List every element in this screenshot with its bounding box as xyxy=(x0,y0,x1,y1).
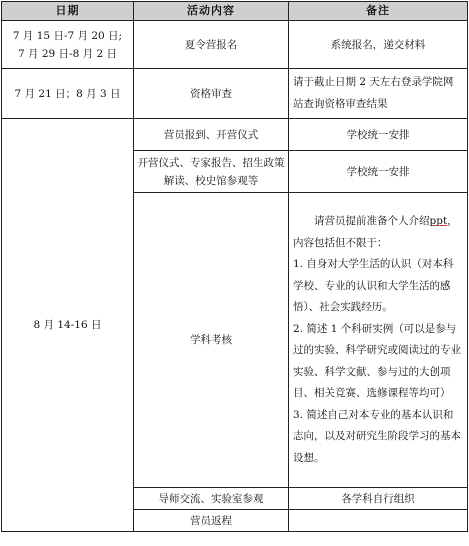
activity-cell: 营员返程 xyxy=(134,510,289,532)
table-row xyxy=(2,69,468,119)
activity-cell: 开营仪式、专家报告、招生政策解读、校史馆参观等 xyxy=(134,151,289,193)
table-row xyxy=(2,119,468,151)
date-cell: 7 月 21 日；8 月 3 日 xyxy=(2,69,134,119)
date-cell: 8 月 14-16 日 xyxy=(2,119,134,532)
activity-cell: 学科考核 xyxy=(134,193,289,488)
header-date: 日期 xyxy=(2,2,134,21)
schedule-table xyxy=(1,1,468,532)
date-line: 7 月 29 日-8 月 2 日 xyxy=(18,47,117,60)
header-note: 备注 xyxy=(289,2,468,21)
header-activity: 活动内容 xyxy=(134,2,289,21)
note-point: 1. 自身对大学生活的认识（对本科学校、专业的认识和大学生活的感悟）、社会实践经历。 xyxy=(293,258,454,313)
note-cell xyxy=(289,510,468,532)
note-point: 3. 简述自己对本专业的基本认识和志向，以及对研究生阶段学习的基本设想。 xyxy=(293,408,461,464)
header-row xyxy=(2,2,468,21)
note-cell: 学校统一安排 xyxy=(289,119,468,151)
activity-cell: 导师交流、实验室参观 xyxy=(134,488,289,510)
note-cell: 请于截止日期 2 天左右登录学院网站查询资格审查结果 xyxy=(289,69,468,119)
note-point: 2. 简述 1 个科研实例（可以是参与过的实验、科学研究或阅读过的专业实验、科学文献、参与过的大创项目、相关竞赛、选修课程等均可） xyxy=(293,322,461,399)
table-row xyxy=(2,21,468,69)
ppt-word: ppt xyxy=(429,215,448,227)
activity-cell: 资格审查 xyxy=(134,69,289,119)
note-cell: 各学科自行组织 xyxy=(289,488,468,510)
date-cell xyxy=(2,21,134,69)
activity-cell: 营员报到、开营仪式 xyxy=(134,119,289,151)
note-intro: 请营员提前准备个人介绍ppt，内容包括但不限于： xyxy=(293,215,458,249)
note-cell: 系统报名，递交材料 xyxy=(289,21,468,69)
note-cell xyxy=(289,193,468,488)
activity-cell: 夏令营报名 xyxy=(134,21,289,69)
note-cell: 学校统一安排 xyxy=(289,151,468,193)
date-line: 7 月 15 日-7 月 20 日; xyxy=(12,29,123,42)
